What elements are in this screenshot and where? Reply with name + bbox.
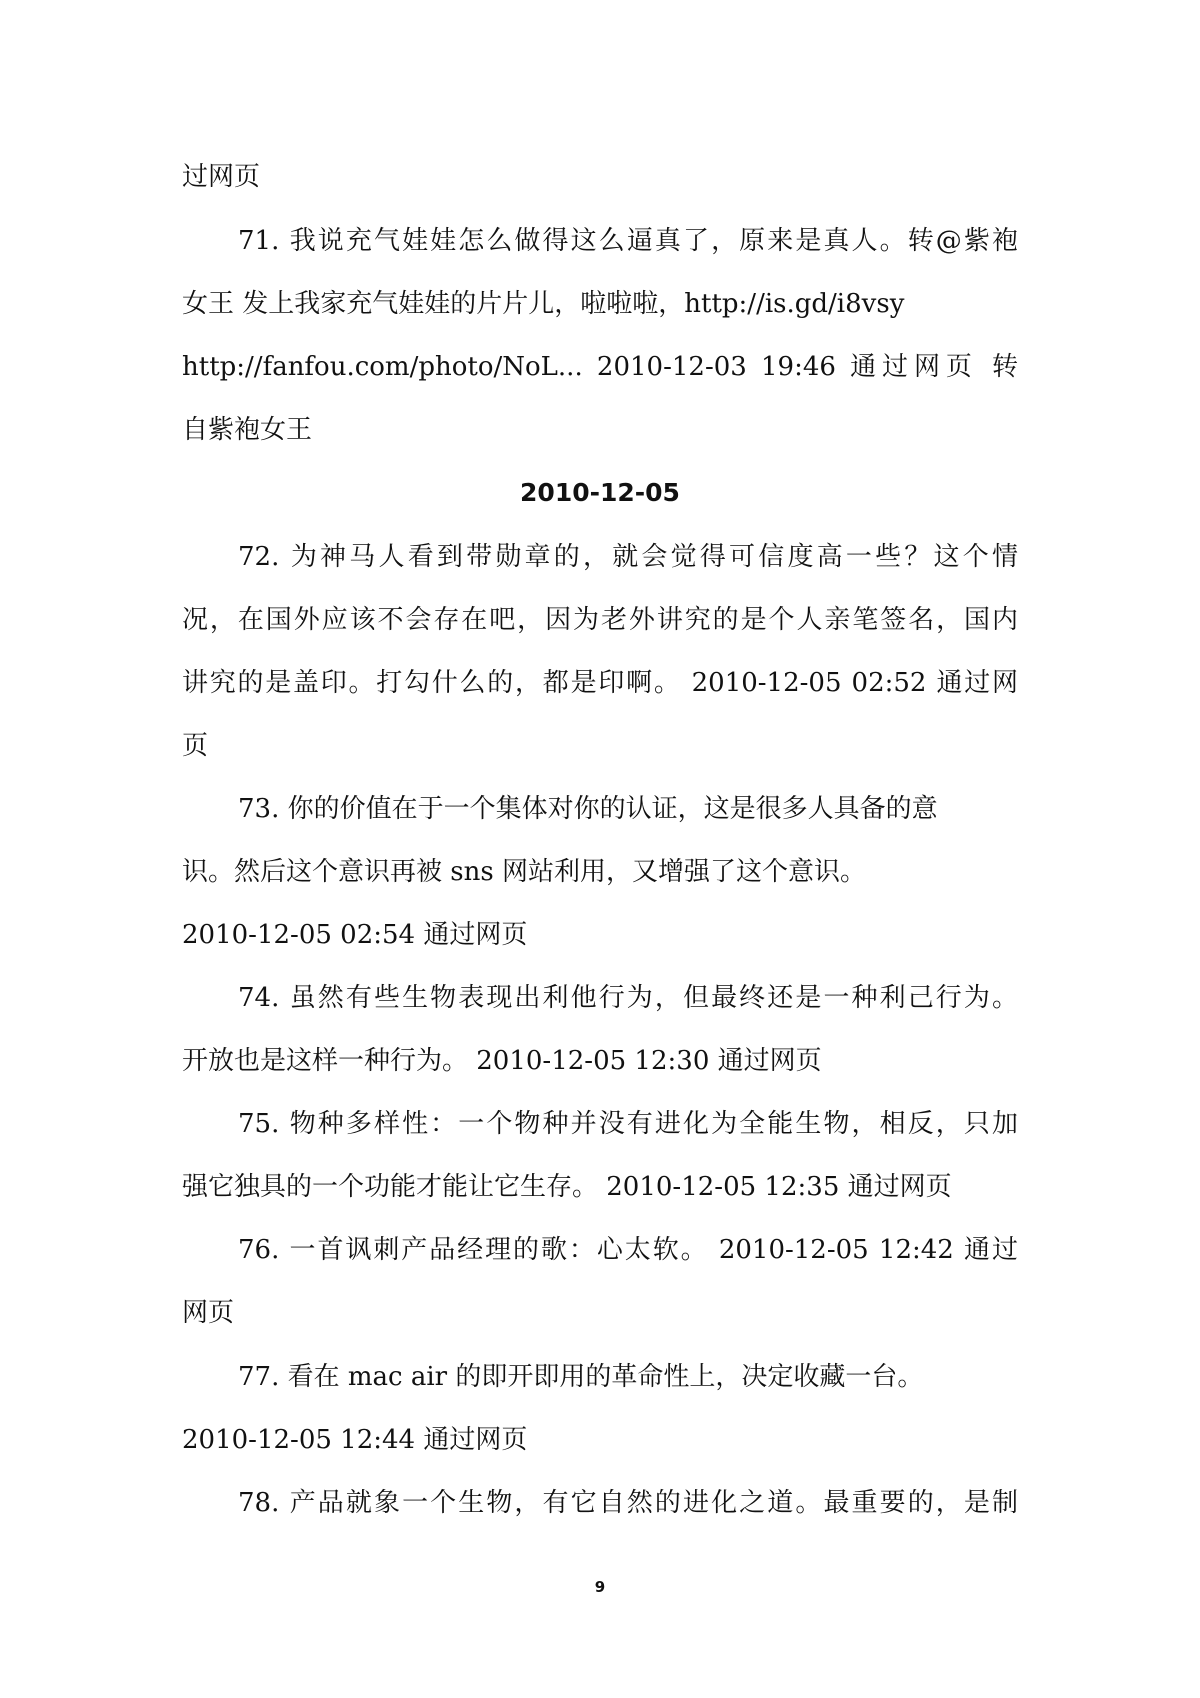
entry-72: 72. 为神马人看到带勋章的，就会觉得可信度高一些？这个情 [238,542,1018,572]
text-line: http://fanfou.com/photo/NoL... 2010-12-03 19:46 通过网页 转 [182,352,1018,382]
text-line: 过网页 [182,162,261,192]
text-line: 强它独具的一个功能才能让它生存。 2010-12-05 12:35 通过网页 [182,1172,952,1202]
entry-78: 78. 产品就象一个生物，有它自然的进化之道。最重要的，是制 [238,1488,1018,1518]
entry-75: 75. 物种多样性：一个物种并没有进化为全能生物，相反，只加 [238,1109,1018,1139]
entry-71: 71. 我说充气娃娃怎么做得这么逼真了，原来是真人。转@紫袍 [238,226,1018,256]
text-line: 开放也是这样一种行为。 2010-12-05 12:30 通过网页 [182,1046,822,1076]
text-line: 讲究的是盖印。打勾什么的，都是印啊。 2010-12-05 02:52 通过网 [182,668,1018,698]
entry-76: 76. 一首讽刺产品经理的歌：心太软。 2010-12-05 12:42 通过 [238,1235,1018,1265]
text-line: 自紫袍女王 [182,415,313,445]
text-line: 识。然后这个意识再被 sns 网站利用，又增强了这个意识。 [182,857,866,887]
page-number: 9 [594,1578,606,1596]
entry-73: 73. 你的价值在于一个集体对你的认证，这是很多人具备的意 [238,794,938,824]
entry-77: 77. 看在 mac air 的即开即用的革命性上，决定收藏一台。 [238,1362,924,1392]
entry-74: 74. 虽然有些生物表现出利他行为，但最终还是一种利己行为。 [238,983,1018,1013]
text-line: 网页 [182,1298,235,1328]
text-line: 页 [182,731,209,761]
text-line: 2010-12-05 12:44 通过网页 [182,1425,528,1455]
text-line: 女王 发上我家充气娃娃的片片儿，啦啦啦，http://is.gd/i8vsy [182,289,905,319]
date-heading: 2010-12-05 [520,478,680,507]
text-line: 2010-12-05 02:54 通过网页 [182,920,528,950]
text-line: 况，在国外应该不会存在吧，因为老外讲究的是个人亲笔签名，国内 [182,605,1018,635]
